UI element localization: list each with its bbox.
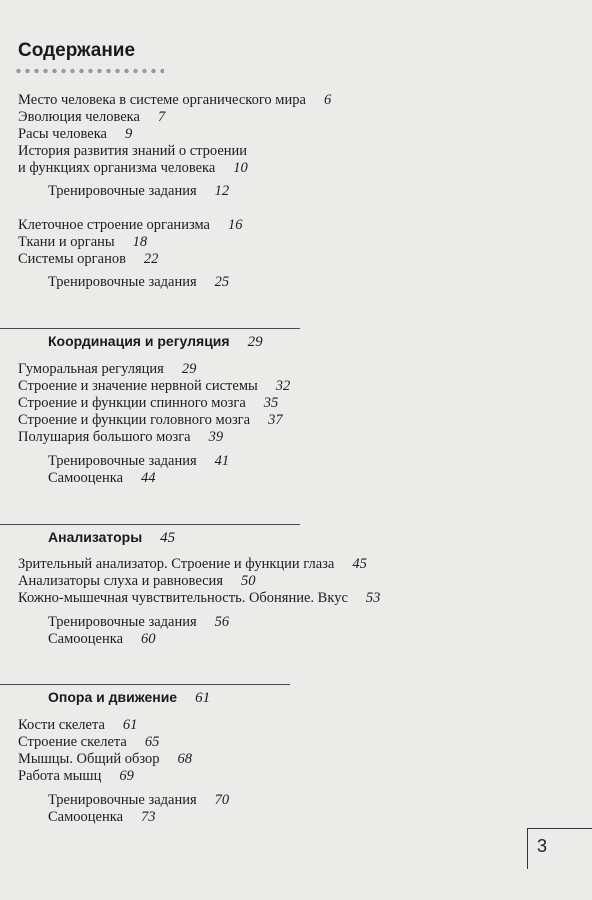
section-title: Анализаторы [48, 529, 143, 545]
entry-page: 69 [119, 768, 134, 784]
section-page: 29 [247, 334, 263, 350]
toc-entry[interactable] [18, 361, 196, 378]
toc-entry[interactable] [18, 234, 147, 251]
toc-entry[interactable] [18, 412, 283, 429]
entry-page: 61 [122, 717, 138, 733]
entry-page: 70 [214, 792, 230, 808]
entry-page: 32 [275, 378, 291, 394]
entry-page: 53 [365, 590, 381, 606]
toc-entry[interactable] [48, 809, 156, 826]
section-heading[interactable] [48, 333, 263, 351]
entry-page: 22 [143, 251, 159, 267]
toc-entry[interactable] [48, 274, 229, 291]
entry-title: Клеточное строение организма [18, 217, 210, 233]
entry-page: 12 [214, 183, 230, 199]
entry-title: Зрительный анализатор. Строение и функции глаза [18, 556, 335, 572]
toc-entry[interactable] [18, 251, 158, 268]
entry-title: Строение скелета [18, 734, 127, 750]
entry-page: 56 [214, 614, 230, 630]
entry-title: Тренировочные задания [48, 614, 197, 630]
toc-entry[interactable] [48, 631, 156, 648]
entry-page: 6 [323, 92, 332, 108]
entry-title: Системы органов [18, 251, 126, 267]
section-divider [0, 684, 290, 685]
entry-page: 9 [124, 126, 133, 142]
entry-page: 29 [181, 361, 197, 377]
entry-page: 41 [214, 453, 230, 469]
page-title: Содержание [18, 40, 136, 61]
toc-entry[interactable] [18, 768, 134, 785]
toc-entry[interactable] [48, 183, 229, 200]
entry-title: Строение и значение нервной системы [18, 378, 258, 394]
entry-title: Кости скелета [18, 717, 105, 733]
toc-entry[interactable] [18, 217, 242, 234]
entry-page: 16 [227, 217, 243, 233]
entry-page: 44 [141, 470, 156, 486]
entry-title: Эволюция человека [18, 109, 140, 125]
dotted-divider [14, 68, 164, 74]
entry-title: Самооценка [48, 470, 123, 486]
section-heading[interactable] [48, 529, 175, 547]
toc-entry[interactable] [18, 126, 132, 143]
entry-title: Работа мышц [18, 768, 102, 784]
entry-page: 65 [144, 734, 160, 750]
section-title: Координация и регуляция [48, 333, 230, 349]
toc-entry[interactable] [18, 556, 367, 573]
toc-entry[interactable] [18, 429, 223, 446]
entry-page: 68 [177, 751, 192, 767]
entry-title: Тренировочные задания [48, 183, 197, 199]
toc-entry[interactable] [48, 792, 229, 809]
entry-title: Строение и функции спинного мозга [18, 395, 246, 411]
section-title: Опора и движение [48, 689, 178, 705]
entry-page: 39 [208, 429, 224, 445]
entry-title: История развития знаний о строении [18, 143, 248, 159]
entry-page: 50 [240, 573, 256, 589]
toc-entry[interactable] [18, 395, 278, 412]
entry-title: Расы человека [18, 126, 107, 142]
entry-page: 18 [132, 234, 148, 250]
entry-title: Тренировочные задания [48, 453, 197, 469]
toc-entry[interactable] [18, 378, 290, 395]
entry-title: Кожно-мышечная чувствительность. Обоняние. Вкус [18, 590, 348, 606]
entry-title: Ткани и органы [18, 234, 115, 250]
entry-page: 25 [214, 274, 230, 290]
entry-title: Строение и функции головного мозга [18, 412, 251, 428]
entry-title: Самооценка [48, 631, 123, 647]
toc-entry[interactable] [18, 590, 380, 607]
entry-page: 10 [233, 160, 248, 176]
toc-entry[interactable] [18, 573, 255, 590]
entry-title: Тренировочные задания [48, 792, 197, 808]
entry-title: Место человека в системе органического мира [18, 92, 306, 108]
section-divider [0, 524, 300, 525]
entry-title: Полушария большого мозга [18, 429, 191, 445]
section-page: 61 [195, 690, 211, 706]
entry-page: 37 [268, 412, 283, 428]
toc-entry[interactable] [18, 717, 137, 734]
section-heading[interactable] [48, 689, 210, 707]
section-page: 45 [160, 530, 176, 546]
entry-title: Тренировочные задания [48, 274, 197, 290]
toc-entry[interactable] [48, 614, 229, 631]
toc-entry[interactable] [18, 751, 192, 768]
entry-page: 73 [141, 809, 156, 825]
entry-title: Самооценка [48, 809, 123, 825]
entry-title: Анализаторы слуха и равновесия [18, 573, 223, 589]
toc-entry[interactable] [18, 109, 165, 126]
toc-entry[interactable] [48, 453, 229, 470]
entry-page: 60 [141, 631, 156, 647]
entry-page: 35 [263, 395, 279, 411]
entry-page: 45 [352, 556, 367, 572]
entry-title: и функциях организма человека [18, 160, 216, 176]
toc-entry[interactable] [18, 92, 331, 109]
toc-entry[interactable] [48, 470, 156, 487]
entry-page: 7 [157, 109, 166, 125]
toc-entry[interactable] [18, 734, 159, 751]
entry-title: Мышцы. Общий обзор [18, 751, 160, 767]
page-number: 3 [537, 836, 548, 856]
entry-title: Гуморальная регуляция [18, 361, 164, 377]
section-divider [0, 328, 300, 329]
toc-entry[interactable] [18, 143, 247, 160]
toc-entry[interactable] [18, 160, 248, 177]
